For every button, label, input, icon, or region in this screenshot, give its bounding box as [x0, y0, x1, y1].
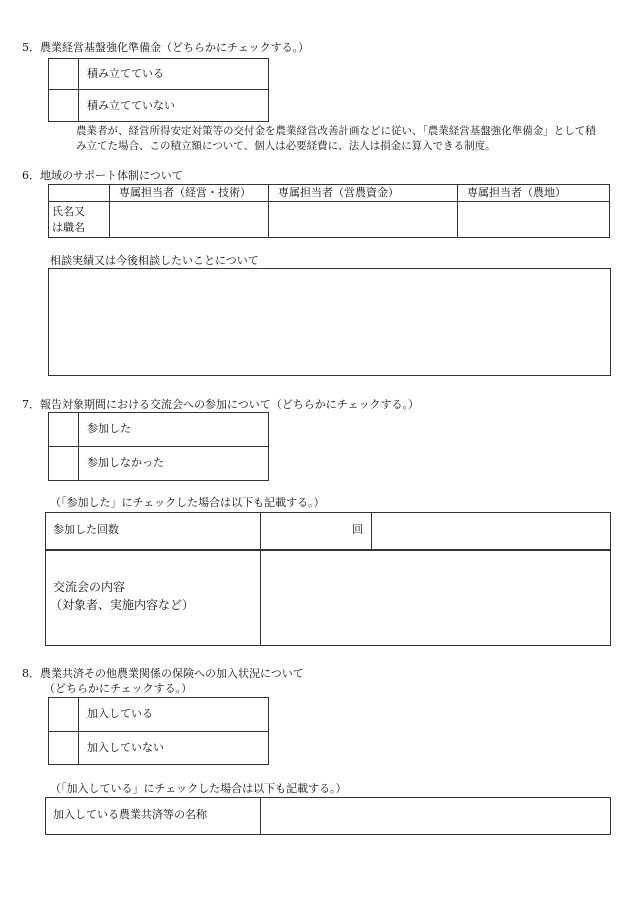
meeting-count-label: 参加した回数	[53, 523, 119, 536]
meeting-no-checkbox[interactable]	[49, 447, 77, 480]
row-label-name-2: は職名	[52, 221, 85, 234]
reserve-note-line-2: み立てた場合、この積立額について、個人は必要経費に、法人は損金に算入できる制度。	[76, 140, 496, 152]
finance-staff-field[interactable]	[269, 202, 456, 237]
insurance-name-label: 加入している農業共済等の名称	[53, 808, 207, 821]
insurance-no-label: 加入していない	[87, 741, 164, 754]
section-5-title: 5．農業経営基盤強化準備金（どちらかにチェックする。）	[22, 41, 310, 54]
reserve-no-checkbox[interactable]	[49, 90, 77, 121]
section-8-title: 8．農業共済その他農業関係の保険への加入状況について	[22, 667, 304, 680]
insurance-no-checkbox[interactable]	[49, 732, 77, 764]
support-col-farmland: 専属担当者（農地）	[467, 186, 566, 199]
farmland-staff-field[interactable]	[458, 202, 609, 237]
meeting-condition-note: （「参加した」にチェックした場合は以下も記載する。）	[50, 496, 325, 509]
meeting-yes-label: 参加した	[87, 422, 131, 435]
insurance-name-input[interactable]	[261, 798, 610, 834]
insurance-yes-checkbox[interactable]	[49, 698, 77, 730]
insurance-condition-note: （「加入している」にチェックした場合は以下も記載する。）	[50, 782, 347, 795]
meeting-count-extra-field[interactable]	[372, 513, 610, 549]
management-staff-field[interactable]	[110, 202, 267, 237]
section-6-title: 6．地域のサポート体制について	[22, 169, 183, 182]
meeting-content-label-2: （対象者、実施内容など）	[50, 598, 195, 612]
reserve-note-line-1: 農業者が、経営所得安定対策等の交付金を農業経営改善計画などに従い、「農業経営基盤強化準備金」として積	[76, 125, 596, 137]
insurance-yes-label: 加入している	[87, 707, 153, 720]
meeting-count-unit: 回	[352, 523, 363, 536]
row-label-name-1: 氏名又	[52, 205, 85, 218]
consult-textbox[interactable]	[48, 268, 611, 376]
reserve-no-label: 積み立てていない	[87, 99, 175, 112]
meeting-content-textbox[interactable]	[261, 551, 610, 645]
meeting-yes-checkbox[interactable]	[49, 413, 77, 445]
support-col-finance: 専属担当者（営農資金）	[278, 186, 399, 199]
meeting-content-label-1: 交流会の内容	[53, 580, 126, 594]
section-7-title: 7．報告対象期間における交流会への参加について（どちらかにチェックする。）	[22, 398, 419, 411]
consult-label: 相談実績又は今後相談したいことについて	[50, 254, 259, 267]
section-8-subtitle: （どちらかにチェックする。）	[44, 682, 193, 695]
meeting-no-label: 参加しなかった	[87, 456, 164, 469]
support-col-management: 専属担当者（経営・技術）	[119, 186, 251, 199]
reserve-yes-label: 積み立てている	[87, 67, 164, 80]
reserve-yes-checkbox[interactable]	[49, 59, 77, 88]
meeting-count-input[interactable]	[261, 513, 351, 549]
